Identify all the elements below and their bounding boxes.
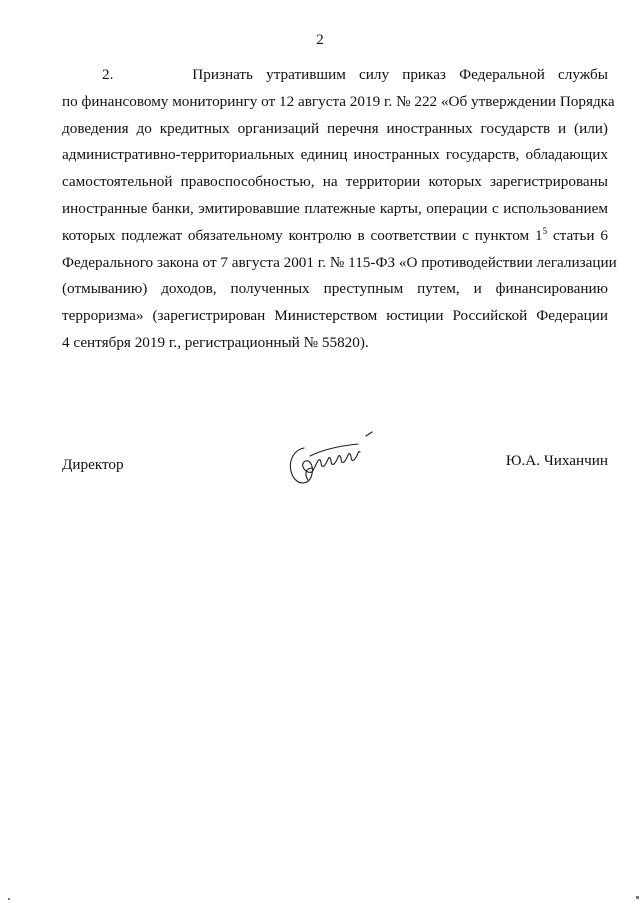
paragraph-line: иностранные банки, эмитировавшие платежные карты, операции с использованием [62,199,608,217]
superscript-number: 5 [542,225,548,236]
paragraph-line: доведения до кредитных организаций перечня иностранных государств и (или) [62,119,608,137]
paragraph-line: самостоятельной правоспособностью, на территории которых зарегистрированы [62,173,608,191]
paragraph-line: Федерального закона от 7 августа 2001 г. № 115-ФЗ «О противодействии легализации [62,253,617,271]
paragraph-line: административно-территориальных единиц иностранных государств, обладающих [62,146,608,164]
main-paragraph [62,62,617,357]
paragraph-line: терроризма» (зарегистрирован Министерством юстиции Российской Федерации [62,307,608,325]
page-number: 2 [316,32,324,48]
paragraph-line: (отмыванию) доходов, полученных преступным путем, и финансированию [62,280,608,298]
paragraph-line-text: которых подлежат обязательному контролю в соответствии с пунктом 1 [62,226,543,244]
paragraph-line: 2. Признать утратившим силу приказ Федеральной службы [102,66,608,83]
scan-speck [636,896,639,899]
scan-speck [8,898,10,900]
paragraph-line: 4 сентября 2019 г., регистрационный № 55820). [62,333,369,351]
paragraph-line: по финансовому мониторингу от 12 августа 2019 г. № 222 «Об утверждении Порядка [62,92,615,110]
handwritten-signature [282,428,382,490]
paragraph-line-tail: статьи 6 [547,226,608,244]
signer-title: Директор [62,456,124,473]
signer-name: Ю.А. Чиханчин [505,452,608,469]
paragraph-line-with-footnote [62,223,608,250]
